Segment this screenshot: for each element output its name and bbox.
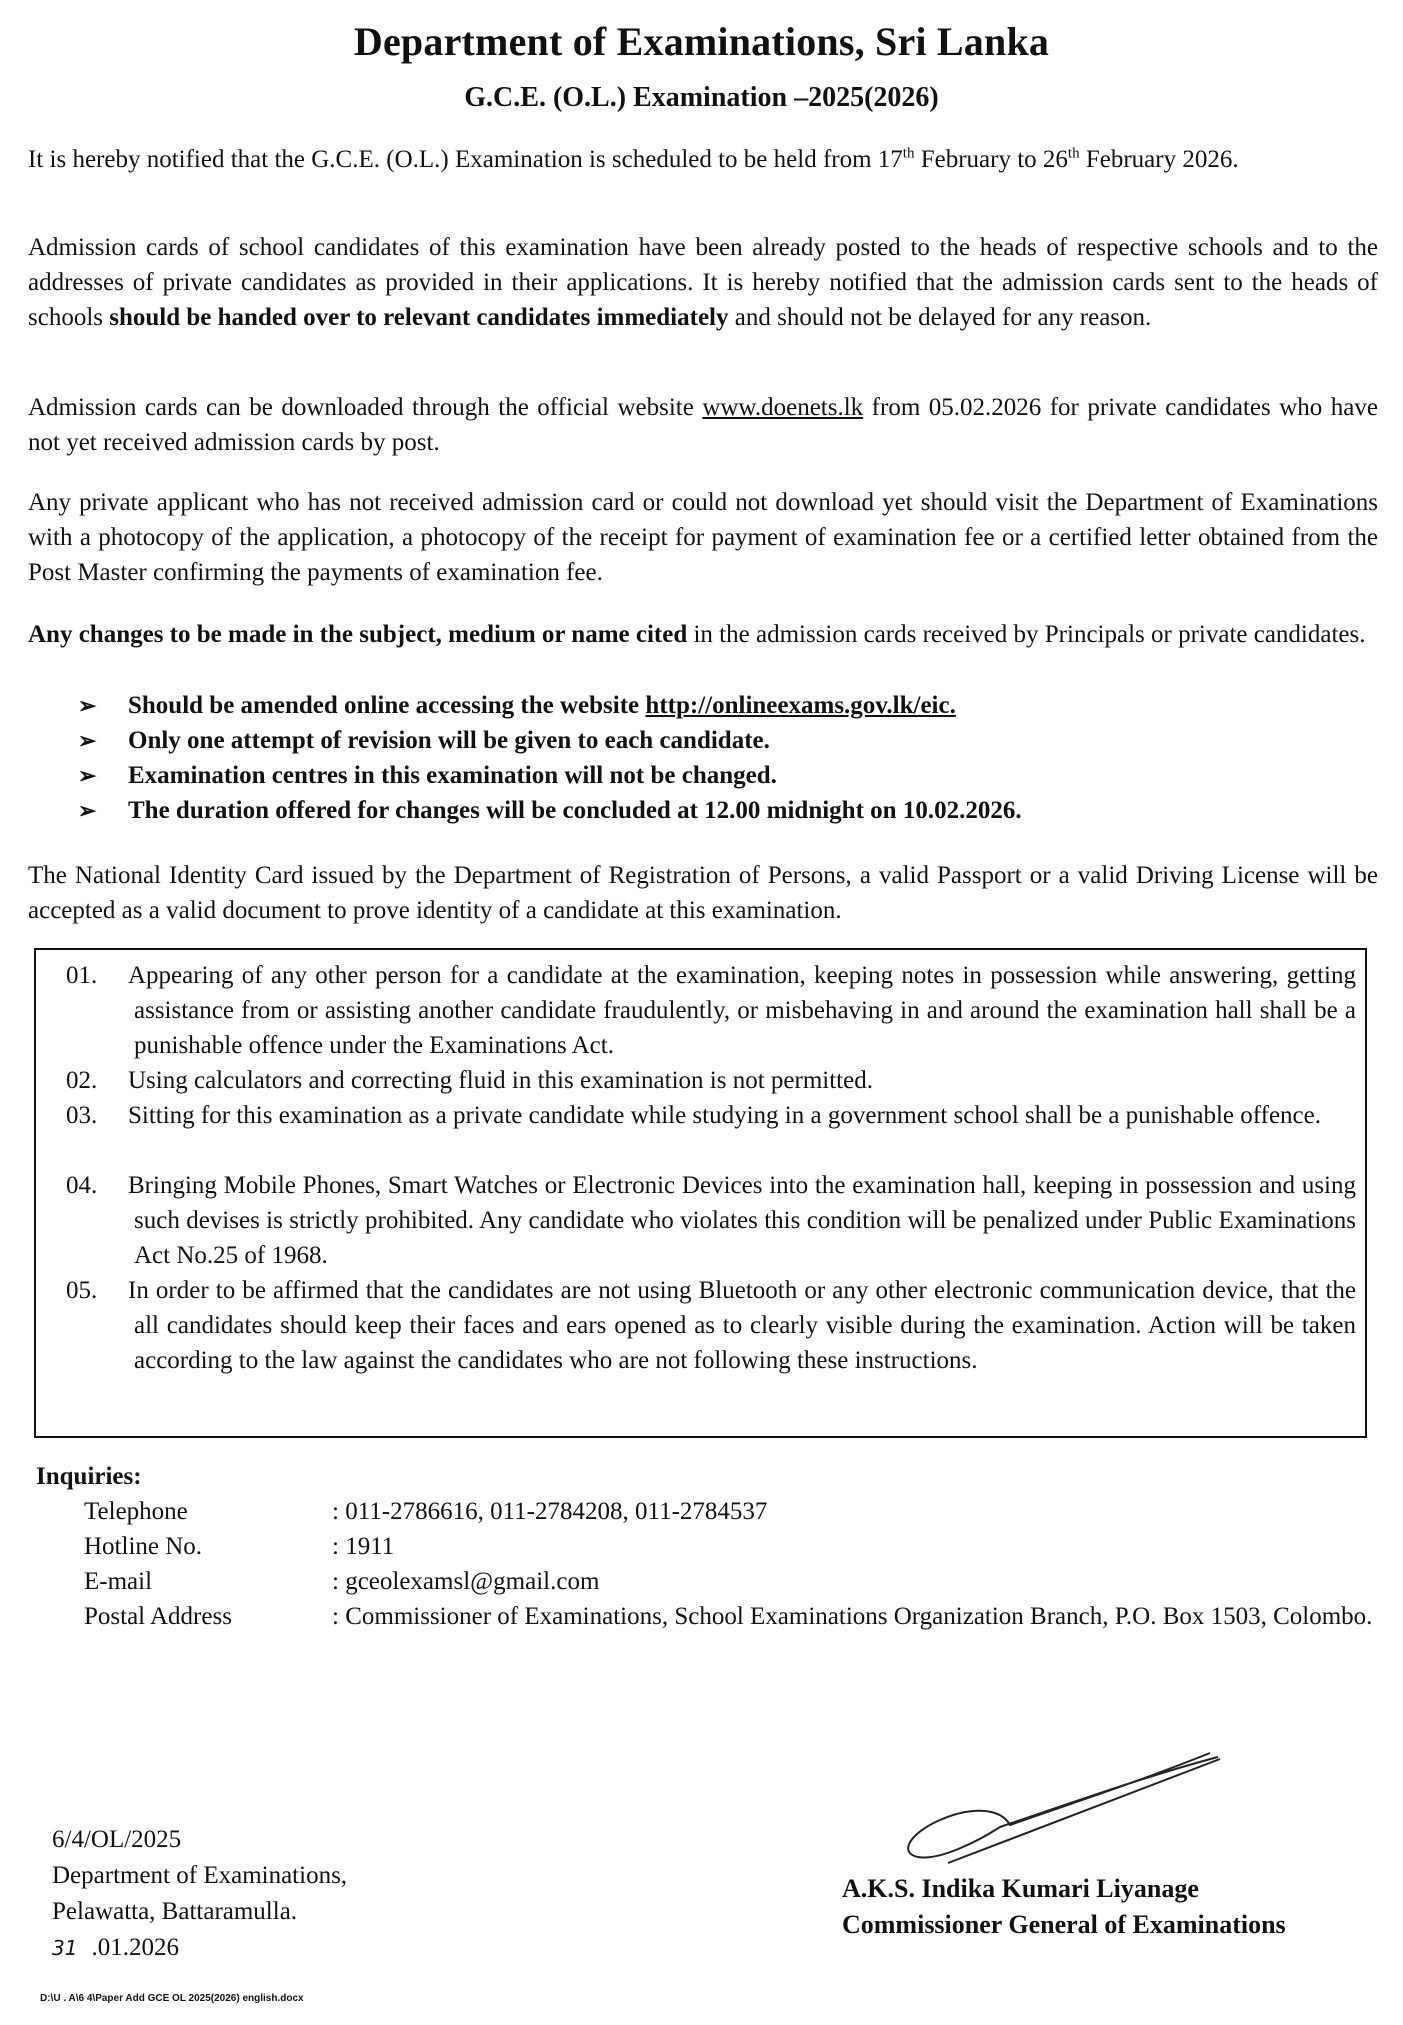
inquiries-heading: Inquiries: [36,1463,142,1490]
rule-item [66,958,1356,1063]
text: The National Identity Card issued by the Department of Registration of Persons, a valid Passport or a valid Driving License will be accepted as a valid document to prove identity of a candidate at this examination. [28,862,1378,924]
paragraph-admission-cards [28,230,1378,335]
bullet-item [78,758,1378,793]
rules-box [34,948,1367,1438]
paragraph-private-applicant [28,485,1378,590]
superscript: th [1067,145,1080,162]
issuing-office-block [52,1822,347,1966]
superscript: th [902,145,915,162]
rule-number: 02. [66,1067,98,1094]
office-address: Pelawatta, Battaramulla. [52,1898,298,1925]
page-subtitle: G.C.E. (O.L.) Examination –2025(2026) [464,82,939,113]
rule-number: 03. [66,1102,98,1129]
arrow-bullet-icon: ➢ [78,798,97,823]
inquiry-label: Telephone [84,1498,188,1525]
inquiry-value: : 1911 [332,1533,395,1560]
text: in the admission cards received by Principals or private candidates. [687,621,1366,648]
arrow-bullet-icon: ➢ [78,728,97,753]
text: and should not be delayed for any reason. [728,304,1152,331]
paragraph-exam-dates [28,142,1378,177]
rule-number: 04. [66,1172,98,1199]
text: from 05.02.2026 for private candidates who have not yet received admission cards by post. [28,394,1378,456]
text: Only one attempt of revision will be given to each candidate. [128,727,770,754]
signatory-name: A.K.S. Indika Kumari Liyanage [842,1874,1199,1903]
rule-number: 05. [66,1277,98,1304]
rule-text: Appearing of any other person for a candidate at the examination, keeping notes in possession while answering, getting assistance from or assisting another candidate fraudulently, or misbehaving in and around the examination hall shall be a punishable offence under the Examinations Act. [128,962,1356,1059]
inquiry-value: : Commissioner of Examinations, School Examinations Organization Branch, P.O. Box 1503, Colombo. [332,1603,1373,1630]
page-title: Department of Examinations, Sri Lanka [353,19,1050,64]
rule-text: Using calculators and correcting fluid in this examination is not permitted. [128,1067,873,1094]
inquiry-value: : 011-2786616, 011-2784208, 011-2784537 [332,1498,768,1525]
paragraph-download [28,390,1378,460]
rule-item [66,1168,1356,1273]
text: Admission cards of school candidates of this examination have been already posted to the heads of respective schools and to the addresses of private candidates as provided in their applications. It is hereby notified that the admission cards sent to the heads of schools [28,234,1378,331]
reference-number: 6/4/OL/2025 [52,1826,182,1853]
text: Admission cards can be downloaded through the official website [28,394,703,421]
signatory-title: Commissioner General of Examinations [842,1910,1286,1939]
rule-text: Bringing Mobile Phones, Smart Watches or Electronic Devices into the examination hall, keeping in possession and using such devises is strictly prohibited. Any candidate who violates this condition will be penalized under Public Examinations Act No.25 of 1968. [128,1172,1356,1269]
arrow-bullet-icon: ➢ [78,763,97,788]
rule-text: In order to be affirmed that the candidates are not using Bluetooth or any other electronic communication device, that the all candidates should keep their faces and ears opened as to clearly visible during the examination. Action will be taken according to the law against the candidates who are not following these instructions. [128,1277,1356,1374]
text: Should be amended online accessing the website [128,692,646,719]
rule-item [66,1063,1356,1098]
inquiry-label: Hotline No. [84,1533,203,1560]
text: February 2026. [1079,146,1239,173]
inquiry-label: E-mail [84,1568,153,1595]
paragraph-identity-documents [28,858,1378,928]
rule-text: Sitting for this examination as a private candidate while studying in a government school shall be a punishable offence. [128,1102,1321,1129]
paragraph-changes [28,617,1378,652]
date-text: .01.2026 [91,1934,179,1961]
doenets-link[interactable]: www.doenets.lk [702,394,864,421]
text: It is hereby notified that the G.C.E. (O.L.) Examination is scheduled to be held from 17 [28,146,903,173]
emphasis-text: Any changes to be made in the subject, medium or name cited [28,621,688,648]
issue-date [52,1930,347,1966]
bullet-item [78,793,1378,828]
bullet-item [78,723,1378,758]
bullet-item [78,688,1378,723]
inquiry-label: Postal Address [84,1603,232,1630]
office-name: Department of Examinations, [52,1862,348,1889]
email-value[interactable]: : gceolexamsl@gmail.com [332,1568,600,1595]
arrow-bullet-icon: ➢ [78,693,97,718]
rule-item [66,1273,1356,1378]
document-file-reference: D:\U . A\6 4\Paper Add GCE OL 2025(2026) english.docx [40,1993,304,2004]
onlineexams-link[interactable]: http://onlineexams.gov.lk/eic. [645,692,956,719]
signatory-block [842,1871,1286,1943]
text: The duration offered for changes will be concluded at 12.00 midnight on 10.02.2026. [128,797,1022,824]
text: Any private applicant who has not received admission card or could not download yet should visit the Department of Examinations with a photocopy of the application, a photocopy of the receipt for payment of examination fee or a certified letter obtained from the Post Master confirming the payments of examination fee. [28,489,1378,586]
handwritten-day: 31 [52,1936,78,1960]
signature-icon [900,1745,1230,1865]
emphasis-text: should be handed over to relevant candidates immediately [109,304,729,331]
rule-item [66,1098,1356,1133]
text: Examination centres in this examination will not be changed. [128,762,777,789]
rule-number: 01. [66,962,98,989]
text: February to 26 [914,146,1068,173]
changes-bullet-list [78,688,1378,828]
